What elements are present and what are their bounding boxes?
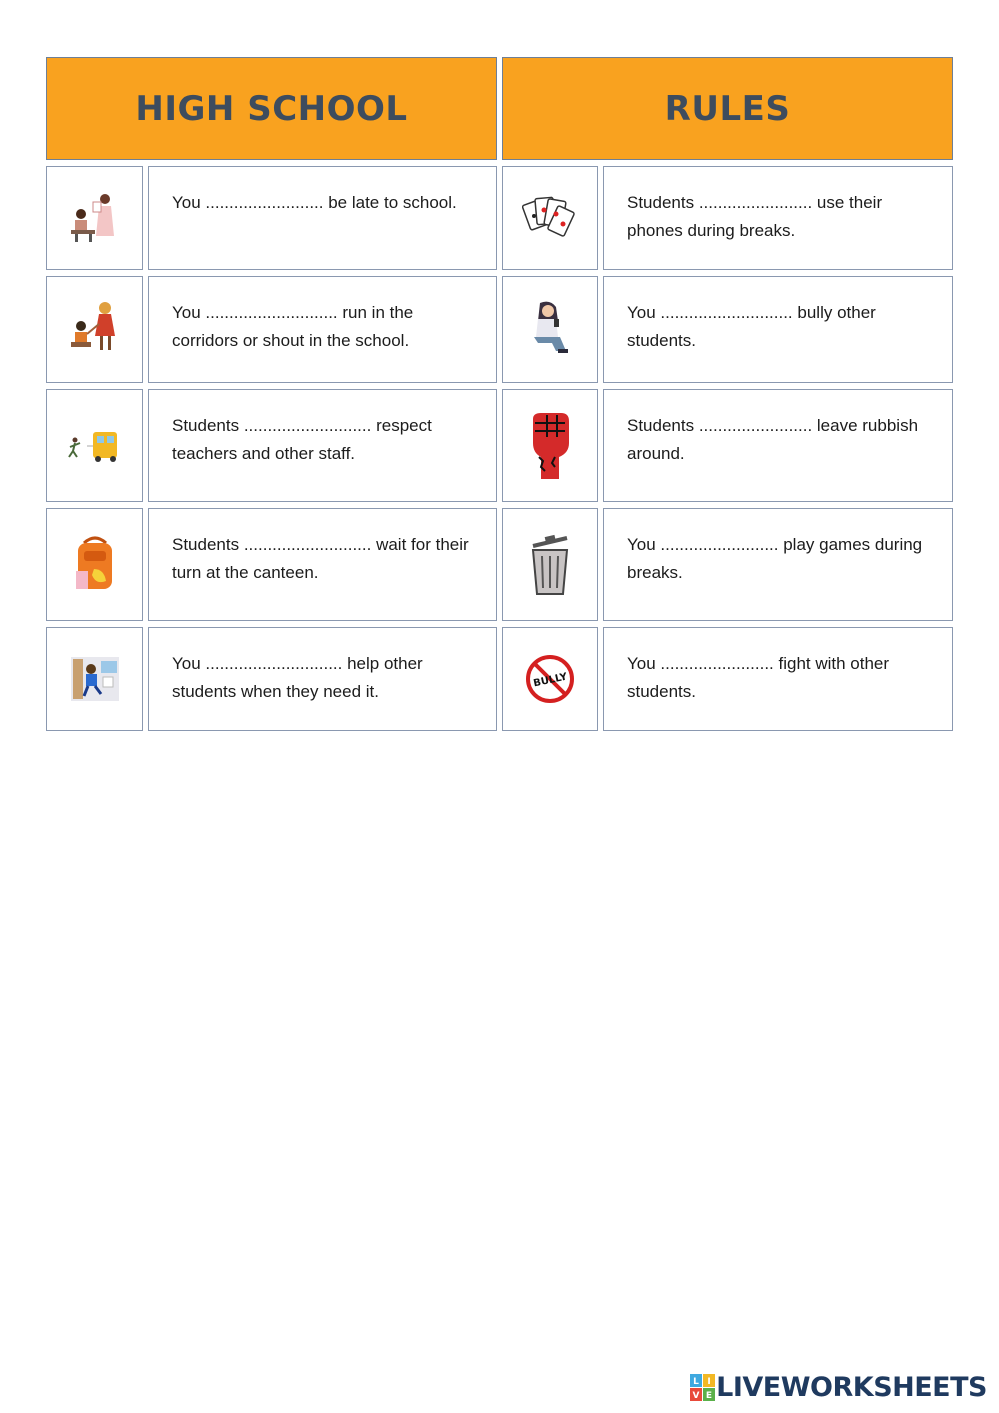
rule-text: You ............................ run in the corridors or shout in the school. [148, 276, 497, 383]
icon-cell [46, 166, 143, 270]
svg-text:BULLY: BULLY [532, 671, 569, 690]
rule-text: Students ........................ use their phones during breaks. [603, 166, 953, 270]
no-bully-icon [524, 653, 576, 705]
rule-text: You ............................ bully other students. [603, 276, 953, 383]
icon-cell [502, 166, 598, 270]
icon-cell [502, 508, 598, 621]
icon-cell [502, 389, 598, 502]
header-high-school: HIGH SCHOOL [46, 57, 497, 160]
icon-cell [46, 276, 143, 383]
logo-letter: E [706, 1391, 713, 1401]
icon-cell [46, 389, 143, 502]
playing-cards-icon [522, 190, 578, 246]
logo-letter: L [693, 1377, 700, 1387]
header-rules: RULES [502, 57, 953, 160]
logo-letter: I [707, 1377, 711, 1387]
logo-letter: V [692, 1391, 700, 1401]
logo-blocks-icon [690, 1374, 716, 1402]
running-to-bus-icon [67, 426, 123, 466]
teacher-student-icon [67, 190, 123, 246]
icon-cell [46, 508, 143, 621]
icon-cell [502, 627, 598, 731]
rule-text: Students ........................... respect teachers and other staff. [148, 389, 497, 502]
rule-text: You ......................... play games during breaks. [603, 508, 953, 621]
children-playing-icon [67, 300, 123, 360]
lunch-bag-icon [70, 535, 120, 595]
raised-fist-icon [525, 411, 575, 481]
rule-text: You ............................. help other students when they need it. [148, 627, 497, 731]
boy-running-icon [69, 653, 121, 705]
trash-can-icon [525, 532, 575, 598]
girl-with-phone-icon [524, 299, 576, 361]
liveworksheets-logo [690, 1373, 987, 1403]
rule-text: You ........................ fight with other students. [603, 627, 953, 731]
logo-text: LIVEWORKSHEETS [716, 1372, 987, 1403]
rule-text: Students ........................... wait for their turn at the canteen. [148, 508, 497, 621]
rule-text: Students ........................ leave rubbish around. [603, 389, 953, 502]
icon-cell [502, 276, 598, 383]
icon-cell [46, 627, 143, 731]
rule-text: You ......................... be late to school. [148, 166, 497, 270]
